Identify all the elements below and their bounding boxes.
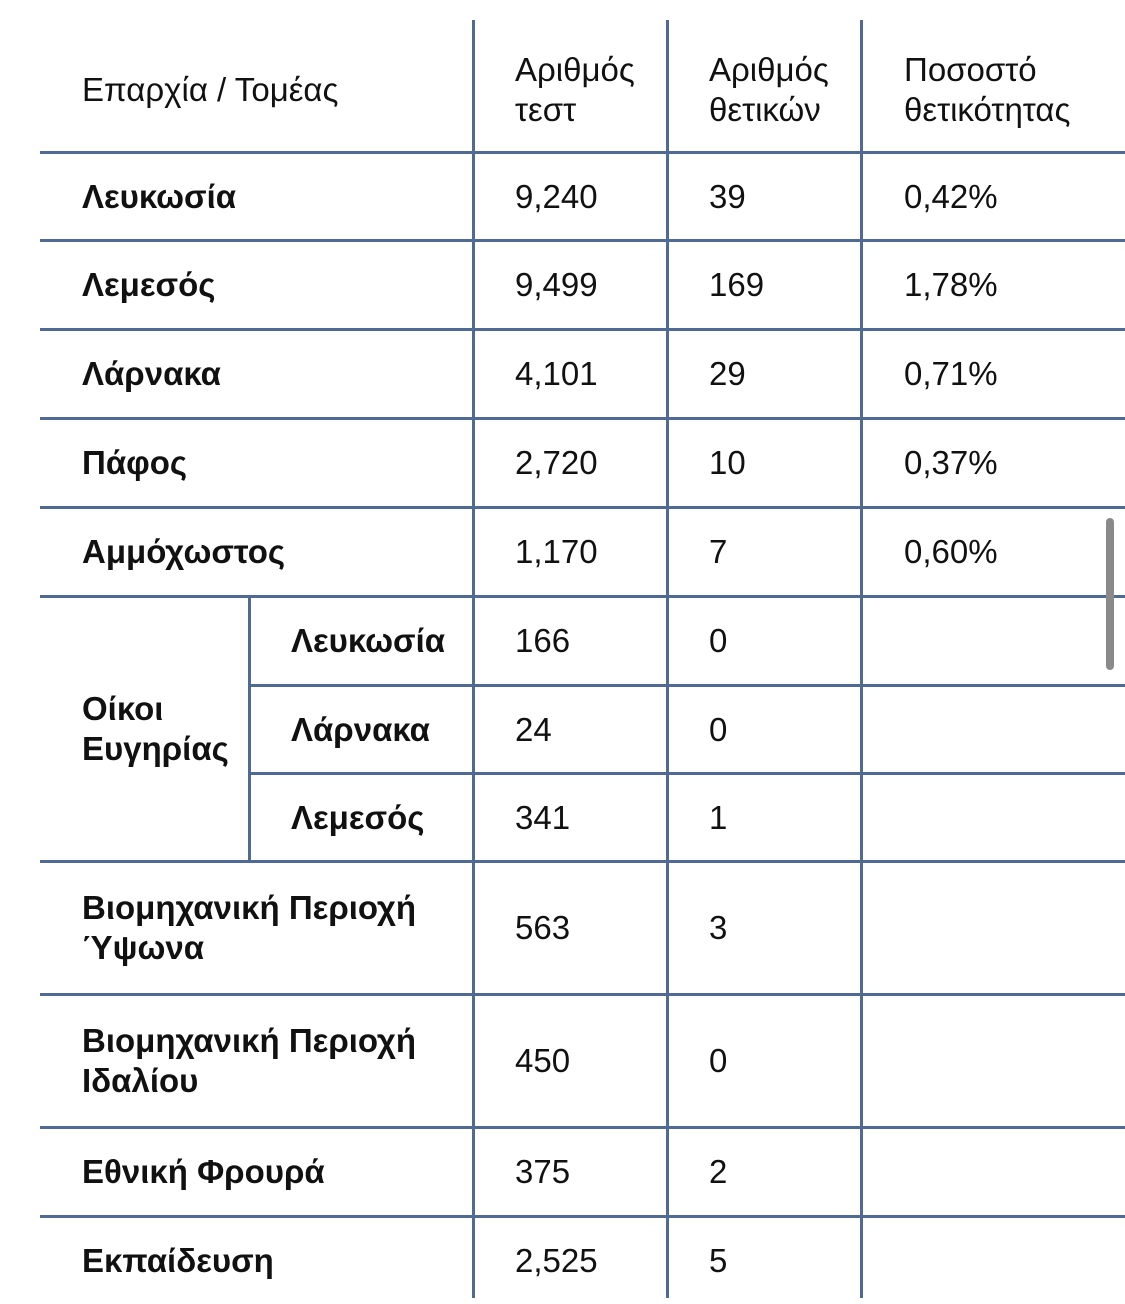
row-rate: 0,71% [904, 355, 998, 392]
row-rate: 0,37% [904, 444, 998, 481]
header-rate: Ποσοστό θετικότητας [904, 51, 1071, 128]
header-positives: Αριθμός θετικών [709, 51, 829, 128]
row-positives: 3 [709, 909, 728, 946]
row-positives: 29 [709, 355, 746, 392]
row-positives: 2 [709, 1153, 728, 1190]
column-divider [860, 20, 863, 1298]
sub-row-name: Λευκωσία [291, 622, 446, 659]
header-region: Επαρχία / Τομέας [82, 71, 339, 108]
row-name: Βιομηχανική Περιοχή Ιδαλίου [82, 1022, 417, 1099]
sub-row-tests: 166 [515, 622, 571, 659]
care-homes-label: Οίκοι Ευγηρίας [82, 690, 229, 767]
row-positives: 5 [709, 1242, 728, 1279]
row-positives: 7 [709, 533, 728, 570]
row-rate: 1,78% [904, 266, 998, 303]
sub-row-tests: 24 [515, 710, 552, 748]
column-divider [248, 597, 251, 862]
row-tests: 9,240 [515, 178, 598, 215]
row-positives: 10 [709, 444, 746, 481]
row-tests: 2,525 [515, 1242, 598, 1279]
row-tests: 375 [515, 1153, 571, 1190]
row-positives: 0 [709, 1042, 728, 1079]
row-tests: 563 [515, 909, 571, 946]
row-name: Λεμεσός [82, 266, 216, 303]
row-tests: 1,170 [515, 533, 598, 570]
row-name: Βιομηχανική Περιοχή Ύψωνα [82, 889, 417, 966]
header-tests: Αριθμός τεστ [515, 51, 635, 128]
row-name: Αμμόχωστος [82, 533, 286, 570]
row-positives: 39 [709, 178, 746, 215]
row-name: Λάρνακα [82, 355, 221, 392]
row-tests: 2,720 [515, 444, 598, 481]
row-rate: 0,42% [904, 178, 998, 215]
sub-row-positives: 0 [709, 622, 728, 659]
row-rate: 0,60% [904, 533, 998, 570]
sub-row-tests: 341 [515, 798, 571, 836]
sub-row-positives: 0 [709, 710, 728, 748]
column-divider [472, 20, 475, 1298]
row-tests: 4,101 [515, 355, 598, 392]
row-name: Εθνική Φρουρά [82, 1153, 325, 1190]
sub-row-name: Λεμεσός [291, 798, 425, 836]
row-name: Πάφος [82, 444, 188, 481]
row-tests: 450 [515, 1042, 571, 1079]
column-divider [666, 20, 669, 1298]
row-name: Λευκωσία [82, 178, 237, 215]
sub-row-positives: 1 [709, 798, 728, 836]
row-positives: 169 [709, 266, 765, 303]
scrollbar-thumb[interactable] [1106, 518, 1114, 670]
row-name: Εκπαίδευση [82, 1242, 274, 1279]
sub-row-name: Λάρνακα [291, 710, 430, 748]
row-tests: 9,499 [515, 266, 598, 303]
